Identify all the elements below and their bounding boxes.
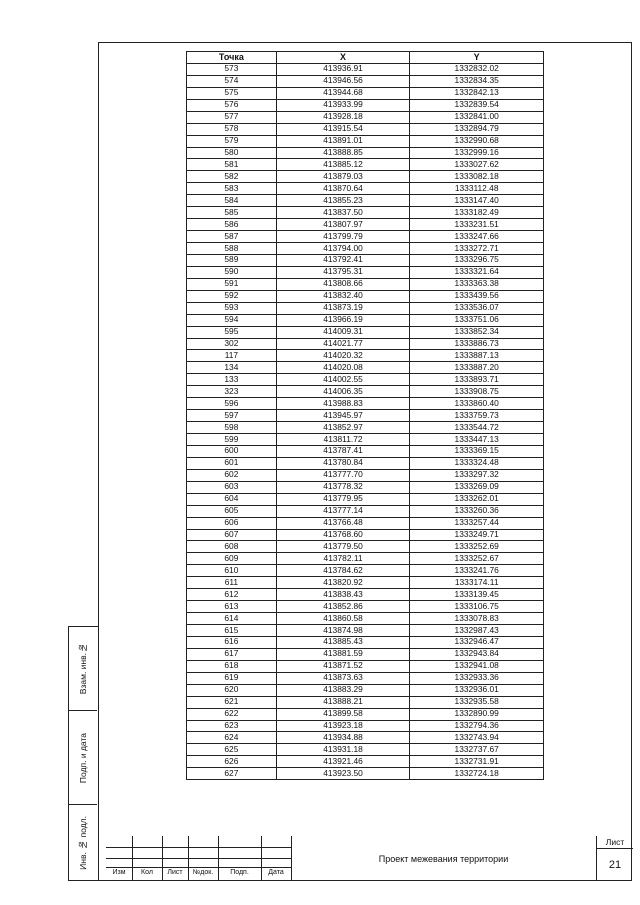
cell-point: 626 bbox=[187, 756, 277, 768]
cell-x: 413888.85 bbox=[276, 147, 410, 159]
table-row bbox=[187, 756, 544, 768]
table-row bbox=[187, 374, 544, 386]
col-kol: Кол bbox=[141, 869, 153, 876]
cell-x: 413838.43 bbox=[276, 589, 410, 601]
cell-point: 623 bbox=[187, 720, 277, 732]
cell-x: 413808.66 bbox=[276, 278, 410, 290]
cell-y: 1332936.01 bbox=[410, 684, 544, 696]
cell-x: 413966.19 bbox=[276, 314, 410, 326]
cell-y: 1332935.58 bbox=[410, 696, 544, 708]
table-row bbox=[187, 290, 544, 302]
cell-y: 1333297.32 bbox=[410, 469, 544, 481]
cell-x: 413792.41 bbox=[276, 254, 410, 266]
cell-y: 1333296.75 bbox=[410, 254, 544, 266]
cell-point: 598 bbox=[187, 422, 277, 434]
cell-x: 414021.77 bbox=[276, 338, 410, 350]
col-data: Дата bbox=[268, 869, 284, 876]
table-row bbox=[187, 445, 544, 457]
cell-x: 414002.55 bbox=[276, 374, 410, 386]
cell-x: 414006.35 bbox=[276, 386, 410, 398]
cell-point: 622 bbox=[187, 708, 277, 720]
side-label-podp: Подп. и дата bbox=[78, 732, 88, 784]
cell-y: 1333544.72 bbox=[410, 422, 544, 434]
cell-point: 619 bbox=[187, 672, 277, 684]
cell-y: 1333363.38 bbox=[410, 278, 544, 290]
cell-x: 413888.21 bbox=[276, 696, 410, 708]
cell-x: 413883.29 bbox=[276, 684, 410, 696]
cell-x: 413795.31 bbox=[276, 266, 410, 278]
table-row bbox=[187, 565, 544, 577]
cell-y: 1333241.76 bbox=[410, 565, 544, 577]
cell-y: 1333321.64 bbox=[410, 266, 544, 278]
table-row bbox=[187, 601, 544, 613]
cell-y: 1333272.71 bbox=[410, 243, 544, 255]
table-row bbox=[187, 386, 544, 398]
table-row bbox=[187, 720, 544, 732]
cell-x: 413921.46 bbox=[276, 756, 410, 768]
cell-y: 1332731.91 bbox=[410, 756, 544, 768]
cell-point: 584 bbox=[187, 195, 277, 207]
cell-y: 1333262.01 bbox=[410, 493, 544, 505]
cell-point: 575 bbox=[187, 87, 277, 99]
table-header-row bbox=[187, 52, 544, 64]
header-x: X bbox=[276, 52, 410, 64]
cell-point: 580 bbox=[187, 147, 277, 159]
table-row bbox=[187, 362, 544, 374]
table-row bbox=[187, 768, 544, 780]
cell-y: 1333174.11 bbox=[410, 577, 544, 589]
side-stamp bbox=[68, 626, 98, 881]
cell-point: 593 bbox=[187, 302, 277, 314]
side-cell-vzam bbox=[69, 626, 97, 711]
cell-y: 1333751.06 bbox=[410, 314, 544, 326]
table-row bbox=[187, 75, 544, 87]
cell-point: 590 bbox=[187, 266, 277, 278]
cell-y: 1332724.18 bbox=[410, 768, 544, 780]
cell-point: 582 bbox=[187, 171, 277, 183]
table-row bbox=[187, 171, 544, 183]
cell-x: 414020.08 bbox=[276, 362, 410, 374]
cell-point: 117 bbox=[187, 350, 277, 362]
sheet-number: 21 bbox=[608, 859, 622, 871]
table-row bbox=[187, 183, 544, 195]
table-body bbox=[187, 63, 544, 779]
table-row bbox=[187, 123, 544, 135]
cell-y: 1333759.73 bbox=[410, 410, 544, 422]
sheet-label: Лист bbox=[597, 836, 633, 849]
cell-y: 1333027.62 bbox=[410, 159, 544, 171]
cell-point: 602 bbox=[187, 469, 277, 481]
cell-y: 1332987.43 bbox=[410, 625, 544, 637]
cell-y: 1332933.36 bbox=[410, 672, 544, 684]
cell-point: 613 bbox=[187, 601, 277, 613]
cell-y: 1332834.35 bbox=[410, 75, 544, 87]
cell-y: 1333893.71 bbox=[410, 374, 544, 386]
cell-y: 1333082.18 bbox=[410, 171, 544, 183]
cell-y: 1332841.00 bbox=[410, 111, 544, 123]
table-row bbox=[187, 457, 544, 469]
cell-x: 413778.32 bbox=[276, 481, 410, 493]
cell-point: 574 bbox=[187, 75, 277, 87]
cell-point: 583 bbox=[187, 183, 277, 195]
table-row bbox=[187, 541, 544, 553]
cell-y: 1332890.99 bbox=[410, 708, 544, 720]
cell-x: 413881.59 bbox=[276, 648, 410, 660]
table-row bbox=[187, 231, 544, 243]
cell-x: 413852.86 bbox=[276, 601, 410, 613]
table-row bbox=[187, 636, 544, 648]
cell-x: 413946.56 bbox=[276, 75, 410, 87]
cell-y: 1333252.69 bbox=[410, 541, 544, 553]
table-row bbox=[187, 625, 544, 637]
cell-y: 1333860.40 bbox=[410, 398, 544, 410]
cell-x: 413787.41 bbox=[276, 445, 410, 457]
table-row bbox=[187, 87, 544, 99]
cell-point: 608 bbox=[187, 541, 277, 553]
table-row bbox=[187, 517, 544, 529]
cell-x: 413807.97 bbox=[276, 219, 410, 231]
cell-x: 413871.52 bbox=[276, 660, 410, 672]
table-row bbox=[187, 577, 544, 589]
cell-x: 413780.84 bbox=[276, 457, 410, 469]
cell-x: 413944.68 bbox=[276, 87, 410, 99]
cell-y: 1333324.48 bbox=[410, 457, 544, 469]
table-row bbox=[187, 660, 544, 672]
cell-x: 413766.48 bbox=[276, 517, 410, 529]
table-row bbox=[187, 684, 544, 696]
table-row bbox=[187, 254, 544, 266]
cell-point: 323 bbox=[187, 386, 277, 398]
cell-y: 1332946.47 bbox=[410, 636, 544, 648]
title-block bbox=[106, 836, 632, 881]
cell-x: 413820.92 bbox=[276, 577, 410, 589]
cell-point: 573 bbox=[187, 63, 277, 75]
cell-y: 1332943.84 bbox=[410, 648, 544, 660]
cell-y: 1332839.54 bbox=[410, 99, 544, 111]
cell-y: 1333439.56 bbox=[410, 290, 544, 302]
cell-point: 576 bbox=[187, 99, 277, 111]
cell-x: 413885.12 bbox=[276, 159, 410, 171]
cell-y: 1332894.79 bbox=[410, 123, 544, 135]
cell-point: 616 bbox=[187, 636, 277, 648]
table-row bbox=[187, 672, 544, 684]
cell-x: 413931.18 bbox=[276, 744, 410, 756]
cell-x: 413832.40 bbox=[276, 290, 410, 302]
cell-x: 413923.50 bbox=[276, 768, 410, 780]
table-row bbox=[187, 648, 544, 660]
table-row bbox=[187, 219, 544, 231]
cell-x: 413891.01 bbox=[276, 135, 410, 147]
cell-point: 624 bbox=[187, 732, 277, 744]
cell-y: 1333536.07 bbox=[410, 302, 544, 314]
grid-line bbox=[106, 867, 291, 868]
cell-point: 599 bbox=[187, 434, 277, 446]
cell-point: 614 bbox=[187, 613, 277, 625]
cell-point: 607 bbox=[187, 529, 277, 541]
cell-point: 620 bbox=[187, 684, 277, 696]
cell-point: 589 bbox=[187, 254, 277, 266]
cell-y: 1333182.49 bbox=[410, 207, 544, 219]
cell-y: 1333369.15 bbox=[410, 445, 544, 457]
cell-x: 413855.23 bbox=[276, 195, 410, 207]
cell-y: 1333231.51 bbox=[410, 219, 544, 231]
cell-y: 1332832.02 bbox=[410, 63, 544, 75]
cell-point: 604 bbox=[187, 493, 277, 505]
cell-y: 1333260.36 bbox=[410, 505, 544, 517]
cell-x: 413768.60 bbox=[276, 529, 410, 541]
cell-point: 592 bbox=[187, 290, 277, 302]
coordinates-table bbox=[186, 51, 544, 780]
cell-y: 1332737.67 bbox=[410, 744, 544, 756]
cell-point: 612 bbox=[187, 589, 277, 601]
cell-x: 413837.50 bbox=[276, 207, 410, 219]
cell-x: 413852.97 bbox=[276, 422, 410, 434]
table-row bbox=[187, 481, 544, 493]
cell-point: 600 bbox=[187, 445, 277, 457]
cell-x: 413779.50 bbox=[276, 541, 410, 553]
table-row bbox=[187, 207, 544, 219]
table-row bbox=[187, 410, 544, 422]
cell-x: 413928.18 bbox=[276, 111, 410, 123]
cell-point: 302 bbox=[187, 338, 277, 350]
table-row bbox=[187, 434, 544, 446]
document-sheet bbox=[6, 6, 634, 899]
cell-x: 414020.32 bbox=[276, 350, 410, 362]
table-row bbox=[187, 338, 544, 350]
cell-y: 1332794.36 bbox=[410, 720, 544, 732]
header-point: Точка bbox=[187, 52, 277, 64]
cell-x: 413777.70 bbox=[276, 469, 410, 481]
cell-x: 413915.54 bbox=[276, 123, 410, 135]
cell-y: 1332941.08 bbox=[410, 660, 544, 672]
cell-x: 413777.14 bbox=[276, 505, 410, 517]
cell-y: 1333886.73 bbox=[410, 338, 544, 350]
cell-y: 1333247.66 bbox=[410, 231, 544, 243]
cell-point: 581 bbox=[187, 159, 277, 171]
table-row bbox=[187, 326, 544, 338]
table-row bbox=[187, 147, 544, 159]
sheet-box bbox=[596, 836, 633, 881]
table-row bbox=[187, 243, 544, 255]
side-label-inv: Инв. № подл. bbox=[78, 816, 88, 870]
cell-y: 1333112.48 bbox=[410, 183, 544, 195]
cell-x: 413782.11 bbox=[276, 553, 410, 565]
cell-point: 605 bbox=[187, 505, 277, 517]
revision-grid bbox=[106, 836, 291, 881]
table-row bbox=[187, 159, 544, 171]
cell-x: 413870.64 bbox=[276, 183, 410, 195]
cell-x: 413988.83 bbox=[276, 398, 410, 410]
cell-point: 595 bbox=[187, 326, 277, 338]
cell-point: 601 bbox=[187, 457, 277, 469]
table-row bbox=[187, 63, 544, 75]
cell-y: 1333447.13 bbox=[410, 434, 544, 446]
cell-y: 1333852.34 bbox=[410, 326, 544, 338]
cell-point: 133 bbox=[187, 374, 277, 386]
cell-y: 1333249.71 bbox=[410, 529, 544, 541]
cell-x: 413794.00 bbox=[276, 243, 410, 255]
side-cell-inv bbox=[69, 804, 97, 881]
cell-point: 134 bbox=[187, 362, 277, 374]
table-row bbox=[187, 553, 544, 565]
cell-point: 618 bbox=[187, 660, 277, 672]
cell-y: 1333887.13 bbox=[410, 350, 544, 362]
table-row bbox=[187, 469, 544, 481]
table-row bbox=[187, 744, 544, 756]
table-row bbox=[187, 350, 544, 362]
cell-point: 627 bbox=[187, 768, 277, 780]
cell-x: 413945.97 bbox=[276, 410, 410, 422]
cell-x: 413799.79 bbox=[276, 231, 410, 243]
cell-point: 588 bbox=[187, 243, 277, 255]
cell-y: 1332743.94 bbox=[410, 732, 544, 744]
col-izm: Изм bbox=[112, 869, 126, 876]
cell-x: 413873.63 bbox=[276, 672, 410, 684]
cell-y: 1333078.83 bbox=[410, 613, 544, 625]
cell-y: 1332999.16 bbox=[410, 147, 544, 159]
table-row bbox=[187, 302, 544, 314]
col-list: Лист bbox=[167, 869, 183, 876]
table-row bbox=[187, 398, 544, 410]
cell-point: 578 bbox=[187, 123, 277, 135]
table-row bbox=[187, 613, 544, 625]
cell-x: 413779.95 bbox=[276, 493, 410, 505]
table-row bbox=[187, 493, 544, 505]
cell-point: 603 bbox=[187, 481, 277, 493]
cell-point: 625 bbox=[187, 744, 277, 756]
cell-x: 413873.19 bbox=[276, 302, 410, 314]
cell-point: 611 bbox=[187, 577, 277, 589]
header-y: Y bbox=[410, 52, 544, 64]
cell-y: 1333139.45 bbox=[410, 589, 544, 601]
cell-x: 413899.58 bbox=[276, 708, 410, 720]
grid-line bbox=[106, 858, 291, 859]
table-row bbox=[187, 314, 544, 326]
cell-x: 413860.58 bbox=[276, 613, 410, 625]
cell-point: 610 bbox=[187, 565, 277, 577]
cell-y: 1333887.20 bbox=[410, 362, 544, 374]
table-row bbox=[187, 135, 544, 147]
side-label-vzam: Взам. инв.№ bbox=[78, 643, 88, 695]
cell-x: 413811.72 bbox=[276, 434, 410, 446]
cell-point: 606 bbox=[187, 517, 277, 529]
cell-point: 577 bbox=[187, 111, 277, 123]
cell-point: 596 bbox=[187, 398, 277, 410]
cell-point: 587 bbox=[187, 231, 277, 243]
cell-point: 617 bbox=[187, 648, 277, 660]
cell-point: 594 bbox=[187, 314, 277, 326]
table-row bbox=[187, 529, 544, 541]
cell-x: 413879.03 bbox=[276, 171, 410, 183]
cell-point: 597 bbox=[187, 410, 277, 422]
cell-x: 413923.18 bbox=[276, 720, 410, 732]
cell-point: 615 bbox=[187, 625, 277, 637]
cell-y: 1333147.40 bbox=[410, 195, 544, 207]
document-title: Проект межевания территории bbox=[378, 853, 509, 864]
cell-y: 1332842.13 bbox=[410, 87, 544, 99]
col-ndok: №док. bbox=[192, 869, 214, 876]
table-row bbox=[187, 696, 544, 708]
table-row bbox=[187, 732, 544, 744]
table-row bbox=[187, 266, 544, 278]
cell-point: 609 bbox=[187, 553, 277, 565]
cell-y: 1333269.09 bbox=[410, 481, 544, 493]
side-cell-podp bbox=[69, 710, 97, 805]
cell-y: 1333252.67 bbox=[410, 553, 544, 565]
cell-y: 1332990.68 bbox=[410, 135, 544, 147]
table-row bbox=[187, 505, 544, 517]
cell-y: 1333106.75 bbox=[410, 601, 544, 613]
table-row bbox=[187, 278, 544, 290]
cell-point: 579 bbox=[187, 135, 277, 147]
table-row bbox=[187, 99, 544, 111]
table-row bbox=[187, 422, 544, 434]
cell-point: 621 bbox=[187, 696, 277, 708]
cell-y: 1333908.75 bbox=[410, 386, 544, 398]
table-row bbox=[187, 708, 544, 720]
grid-line bbox=[106, 847, 291, 848]
cell-y: 1333257.44 bbox=[410, 517, 544, 529]
cell-x: 413874.98 bbox=[276, 625, 410, 637]
cell-x: 413784.62 bbox=[276, 565, 410, 577]
cell-point: 591 bbox=[187, 278, 277, 290]
cell-point: 585 bbox=[187, 207, 277, 219]
table-row bbox=[187, 195, 544, 207]
col-podp: Подп. bbox=[230, 869, 249, 876]
cell-x: 414009.31 bbox=[276, 326, 410, 338]
cell-point: 586 bbox=[187, 219, 277, 231]
table-row bbox=[187, 589, 544, 601]
cell-x: 413936.91 bbox=[276, 63, 410, 75]
cell-x: 413885.43 bbox=[276, 636, 410, 648]
table-row bbox=[187, 111, 544, 123]
cell-x: 413933.99 bbox=[276, 99, 410, 111]
cell-x: 413934.88 bbox=[276, 732, 410, 744]
